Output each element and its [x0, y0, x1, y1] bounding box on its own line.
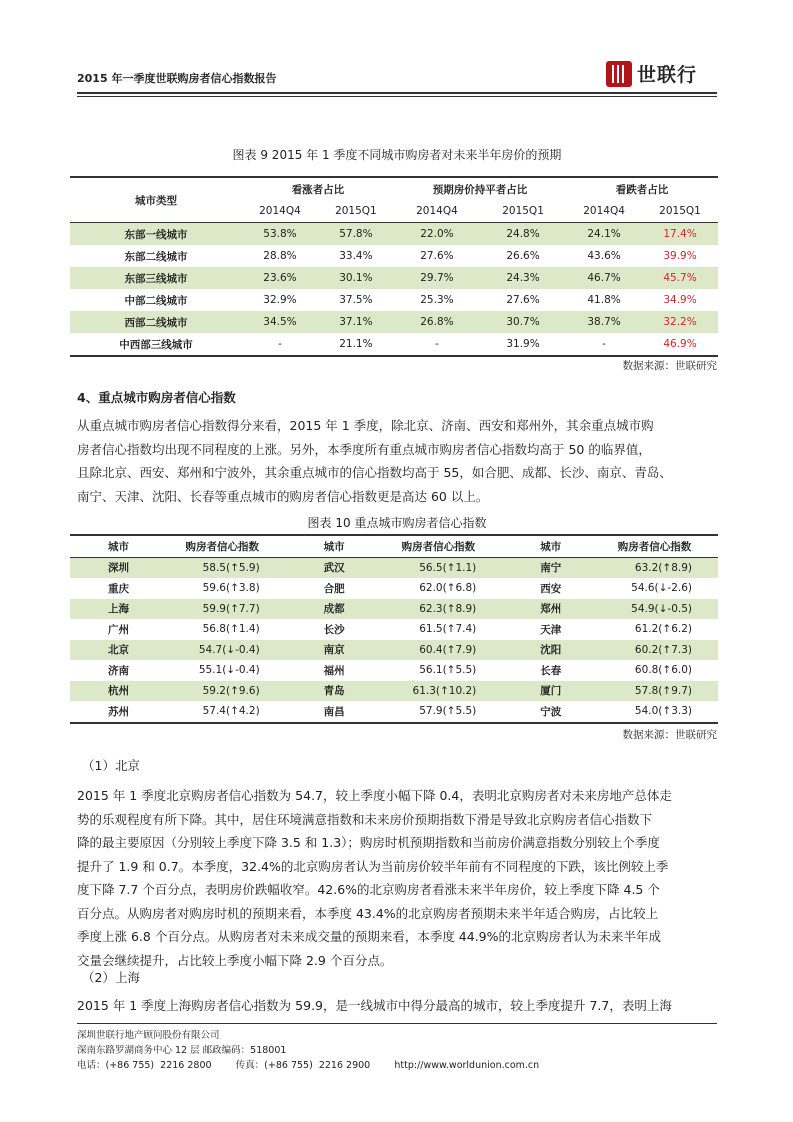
footer-contact: 电话：(+86 755) 2216 2800 传真：(+86 755) 2216 2900 http://www.worldunion.com.cn: [77, 1060, 540, 1071]
value-cell: 41.8%: [587, 294, 621, 306]
paragraph-line: 2015 年 1 季度上海购房者信心指数为 59.9，是一线城市中得分最高的城市，较上季度提升 7.7，表明上海: [77, 998, 672, 1013]
price-expectation-table: [70, 176, 718, 357]
city-type-cell: 东部三线城市: [70, 267, 242, 289]
index-cell: 54.9(↓-0.5): [591, 599, 718, 620]
table-row: [70, 619, 718, 640]
header-group-fall: 看跌者占比: [566, 177, 718, 200]
value-cell: 38.7%: [566, 311, 642, 333]
section-heading: 4、重点城市购房者信心指数: [77, 390, 236, 405]
index-cell: 55.1(↓-0.4): [198, 664, 260, 677]
paragraph-line: 降的最主要原因（分别较上季度下降 3.5 和 1.3）；购房时机预期指数和当前房价满意指数分别较上个季度: [77, 835, 660, 850]
index-cell: 60.4(↑7.9): [374, 640, 502, 661]
city-cell: 南昌: [286, 701, 375, 723]
paragraph-line: 2015 年 1 季度北京购房者信心指数为 54.7，较上季度小幅下降 0.4，表明北京购房者对未来房地产总体走: [77, 788, 672, 803]
city-cell: 广州: [108, 623, 129, 636]
city-cell: 厦门: [502, 681, 591, 702]
header-period: 2015Q1: [480, 200, 566, 223]
header-city: 城市: [286, 535, 375, 557]
beijing-paragraph: [77, 784, 717, 972]
footer-company: 深圳世联行地产顾问股份有限公司: [77, 1030, 220, 1041]
paragraph-line: 房者信心指数均出现不同程度的上涨。另外，本季度所有重点城市购房者信心指数均高于 50 的临界值，: [77, 441, 651, 457]
city-cell: 郑州: [502, 599, 591, 620]
city-cell: 南京: [286, 640, 375, 661]
section4-paragraph: [77, 414, 717, 508]
header-period: 2014Q4: [394, 200, 480, 223]
index-cell: 54.7(↓-0.4): [159, 640, 286, 661]
header-city: 城市: [70, 535, 159, 557]
value-cell: 23.6%: [242, 267, 318, 289]
value-cell: 37.5%: [339, 294, 373, 306]
table-row: [70, 557, 718, 578]
value-cell: 24.3%: [480, 267, 566, 289]
beijing-heading: （1）北京: [82, 758, 140, 773]
index-cell: 57.8(↑9.7): [591, 681, 718, 702]
value-cell: 53.8%: [242, 223, 318, 246]
city-cell: 深圳: [70, 557, 159, 578]
header-index: 购房者信心指数: [159, 535, 286, 557]
city-type-cell: 西部二线城市: [70, 311, 242, 333]
header-period: 2015Q1: [318, 200, 394, 223]
value-cell: 31.9%: [480, 333, 566, 356]
city-cell: 成都: [286, 599, 375, 620]
value-cell: -: [242, 333, 318, 356]
city-cell: 福州: [323, 664, 345, 677]
header-index: 购房者信心指数: [591, 535, 718, 557]
shanghai-paragraph: [77, 994, 717, 1018]
index-cell: 62.0(↑6.8): [419, 582, 477, 595]
value-cell: 34.5%: [242, 311, 318, 333]
city-cell: 宁波: [502, 701, 591, 723]
value-cell: 46.7%: [566, 267, 642, 289]
header-group-flat: 预期房价持平者占比: [394, 177, 566, 200]
footer-address: 深南东路罗湖商务中心 12 层 邮政编码：518001: [77, 1045, 287, 1056]
table-row: [70, 681, 718, 702]
header-city-type: 城市类型: [70, 177, 242, 223]
table-row: [70, 660, 718, 681]
value-cell: -: [566, 333, 642, 356]
table-row: [70, 311, 718, 333]
value-cell: 30.1%: [318, 267, 394, 289]
table-row: [70, 578, 718, 599]
index-cell: 56.8(↑1.4): [202, 623, 260, 636]
city-cell: 长沙: [323, 623, 345, 636]
city-type-cell: 东部一线城市: [70, 223, 242, 246]
table-row: [70, 701, 718, 723]
paragraph-line: 南宁、天津、沈阳、长春等重点城市的购房者信心指数更是高达 60 以上。: [77, 488, 489, 504]
table-row: [70, 245, 718, 267]
report-title: 2015 年一季度世联购房者信心指数报告: [77, 72, 277, 85]
header-divider: [77, 92, 717, 94]
city-cell: 合肥: [323, 582, 345, 595]
brand-name: 世联行: [637, 64, 698, 86]
shanghai-heading: （2）上海: [82, 970, 140, 985]
table-row: [70, 333, 718, 356]
value-cell: 24.1%: [566, 223, 642, 246]
city-type-cell: 中部二线城市: [124, 294, 188, 307]
city-cell: 重庆: [108, 582, 129, 595]
index-cell: 54.0(↑3.3): [591, 701, 718, 723]
value-cell: 28.8%: [263, 250, 297, 262]
index-cell: 59.9(↑7.7): [159, 599, 286, 620]
city-cell: 杭州: [70, 681, 159, 702]
index-cell: 62.3(↑8.9): [374, 599, 502, 620]
index-cell: 61.2(↑6.2): [634, 623, 692, 636]
paragraph-line: 交量会继续提升，占比较上季度小幅下降 2.9 个百分点。: [77, 952, 393, 968]
table10-caption: 图表 10 重点城市购房者信心指数: [307, 516, 487, 530]
city-cell: 长春: [540, 664, 562, 677]
value-cell: 26.6%: [506, 250, 540, 262]
header-group-rise: 看涨者占比: [242, 177, 394, 200]
city-cell: 上海: [70, 599, 159, 620]
value-cell: 57.8%: [318, 223, 394, 246]
table10-source: 数据来源：世联研究: [622, 729, 717, 741]
table-row: [70, 599, 718, 620]
index-cell: 63.2(↑8.9): [591, 557, 718, 578]
value-cell: 32.9%: [263, 294, 297, 306]
value-cell-highlight: 39.9%: [663, 250, 697, 262]
header-index: 购房者信心指数: [374, 535, 502, 557]
index-cell: 56.5(↑1.1): [374, 557, 502, 578]
city-cell: 青岛: [286, 681, 375, 702]
value-cell-highlight: 45.7%: [642, 267, 718, 289]
city-type-cell: 东部二线城市: [124, 250, 188, 263]
city-cell: 西安: [540, 582, 562, 595]
value-cell: 43.6%: [587, 250, 621, 262]
index-cell: 61.3(↑10.2): [374, 681, 502, 702]
city-type-cell: 中西部三线城市: [70, 333, 242, 356]
paragraph-line: 季度上涨 6.8 个百分点。从购房者对未来成交量的预期来看，本季度 44.9%的北京购房者认为未来半年成: [77, 929, 662, 944]
city-cell: 北京: [70, 640, 159, 661]
index-cell: 57.4(↑4.2): [159, 701, 286, 723]
header-period: 2015Q1: [642, 200, 718, 223]
paragraph-line: 提升了 1.9 和 0.7。本季度，32.4%的北京购房者认为当前房价较半年前有不同程度的下跌，该比例较上季: [77, 858, 669, 874]
index-cell: 60.8(↑6.0): [634, 664, 692, 677]
value-cell: 27.6%: [420, 250, 454, 262]
table-row: [70, 289, 718, 311]
footer-divider: [77, 1023, 717, 1024]
paragraph-line: 从重点城市购房者信心指数得分来看，2015 年 1 季度，除北京、济南、西安和郑州外，其余重点城市购: [77, 418, 654, 433]
city-cell: 苏州: [70, 701, 159, 723]
paragraph-line: 势的乐观程度有所下降。其中，居住环境满意指数和未来房价预期指数下滑是导致北京购房者信心指数下: [77, 811, 653, 827]
value-cell: -: [394, 333, 480, 356]
value-cell: 37.1%: [318, 311, 394, 333]
table-row: [70, 223, 718, 246]
value-cell: 30.7%: [480, 311, 566, 333]
value-cell: 27.6%: [506, 294, 540, 306]
index-cell: 54.6(↓-2.6): [631, 582, 692, 595]
index-cell: 59.2(↑9.6): [159, 681, 286, 702]
value-cell: 21.1%: [318, 333, 394, 356]
value-cell: 22.0%: [394, 223, 480, 246]
value-cell: 25.3%: [420, 294, 454, 306]
paragraph-line: 度下降 7.7 个百分点，表明房价跌幅收窄。42.6%的北京购房者看涨未来半年房价，较上季度下降 4.5 个: [77, 882, 660, 897]
brand-logo: [606, 60, 697, 87]
index-cell: 61.5(↑7.4): [419, 623, 477, 636]
header-period: 2014Q4: [566, 200, 642, 223]
index-cell: 60.2(↑7.3): [591, 640, 718, 661]
city-cell: 沈阳: [502, 640, 591, 661]
city-cell: 武汉: [286, 557, 375, 578]
index-cell: 59.6(↑3.8): [202, 582, 260, 595]
index-cell: 58.5(↑5.9): [159, 557, 286, 578]
header-period: 2014Q4: [242, 200, 318, 223]
paragraph-line: 且除北京、西安、郑州和宁波外，其余重点城市的信心指数均高于 55，如合肥、成都、长沙、南京、青岛、: [77, 465, 672, 480]
table9-caption: 图表 9 2015 年 1 季度不同城市购房者对未来半年房价的预期: [232, 148, 562, 162]
city-cell: 南宁: [502, 557, 591, 578]
logo-mark-icon: [606, 61, 632, 87]
value-cell-highlight: 46.9%: [642, 333, 718, 356]
index-cell: 56.1(↑5.5): [419, 664, 477, 677]
table-row: [70, 267, 718, 289]
header-city: 城市: [502, 535, 591, 557]
value-cell: 24.8%: [480, 223, 566, 246]
value-cell-highlight: 34.9%: [663, 294, 697, 306]
table-row: [70, 640, 718, 661]
confidence-index-table: [70, 534, 718, 724]
value-cell: 29.7%: [394, 267, 480, 289]
index-cell: 57.9(↑5.5): [374, 701, 502, 723]
value-cell: 33.4%: [339, 250, 373, 262]
city-cell: 天津: [540, 623, 562, 636]
value-cell-highlight: 17.4%: [642, 223, 718, 246]
header-divider-thin: [77, 96, 717, 97]
value-cell: 26.8%: [394, 311, 480, 333]
city-cell: 济南: [108, 664, 129, 677]
paragraph-line: 百分点。从购房者对购房时机的预期来看，本季度 43.4%的北京购房者预期未来半年适合购房，占比较上: [77, 905, 659, 921]
value-cell-highlight: 32.2%: [642, 311, 718, 333]
table9-source: 数据来源：世联研究: [622, 360, 717, 372]
